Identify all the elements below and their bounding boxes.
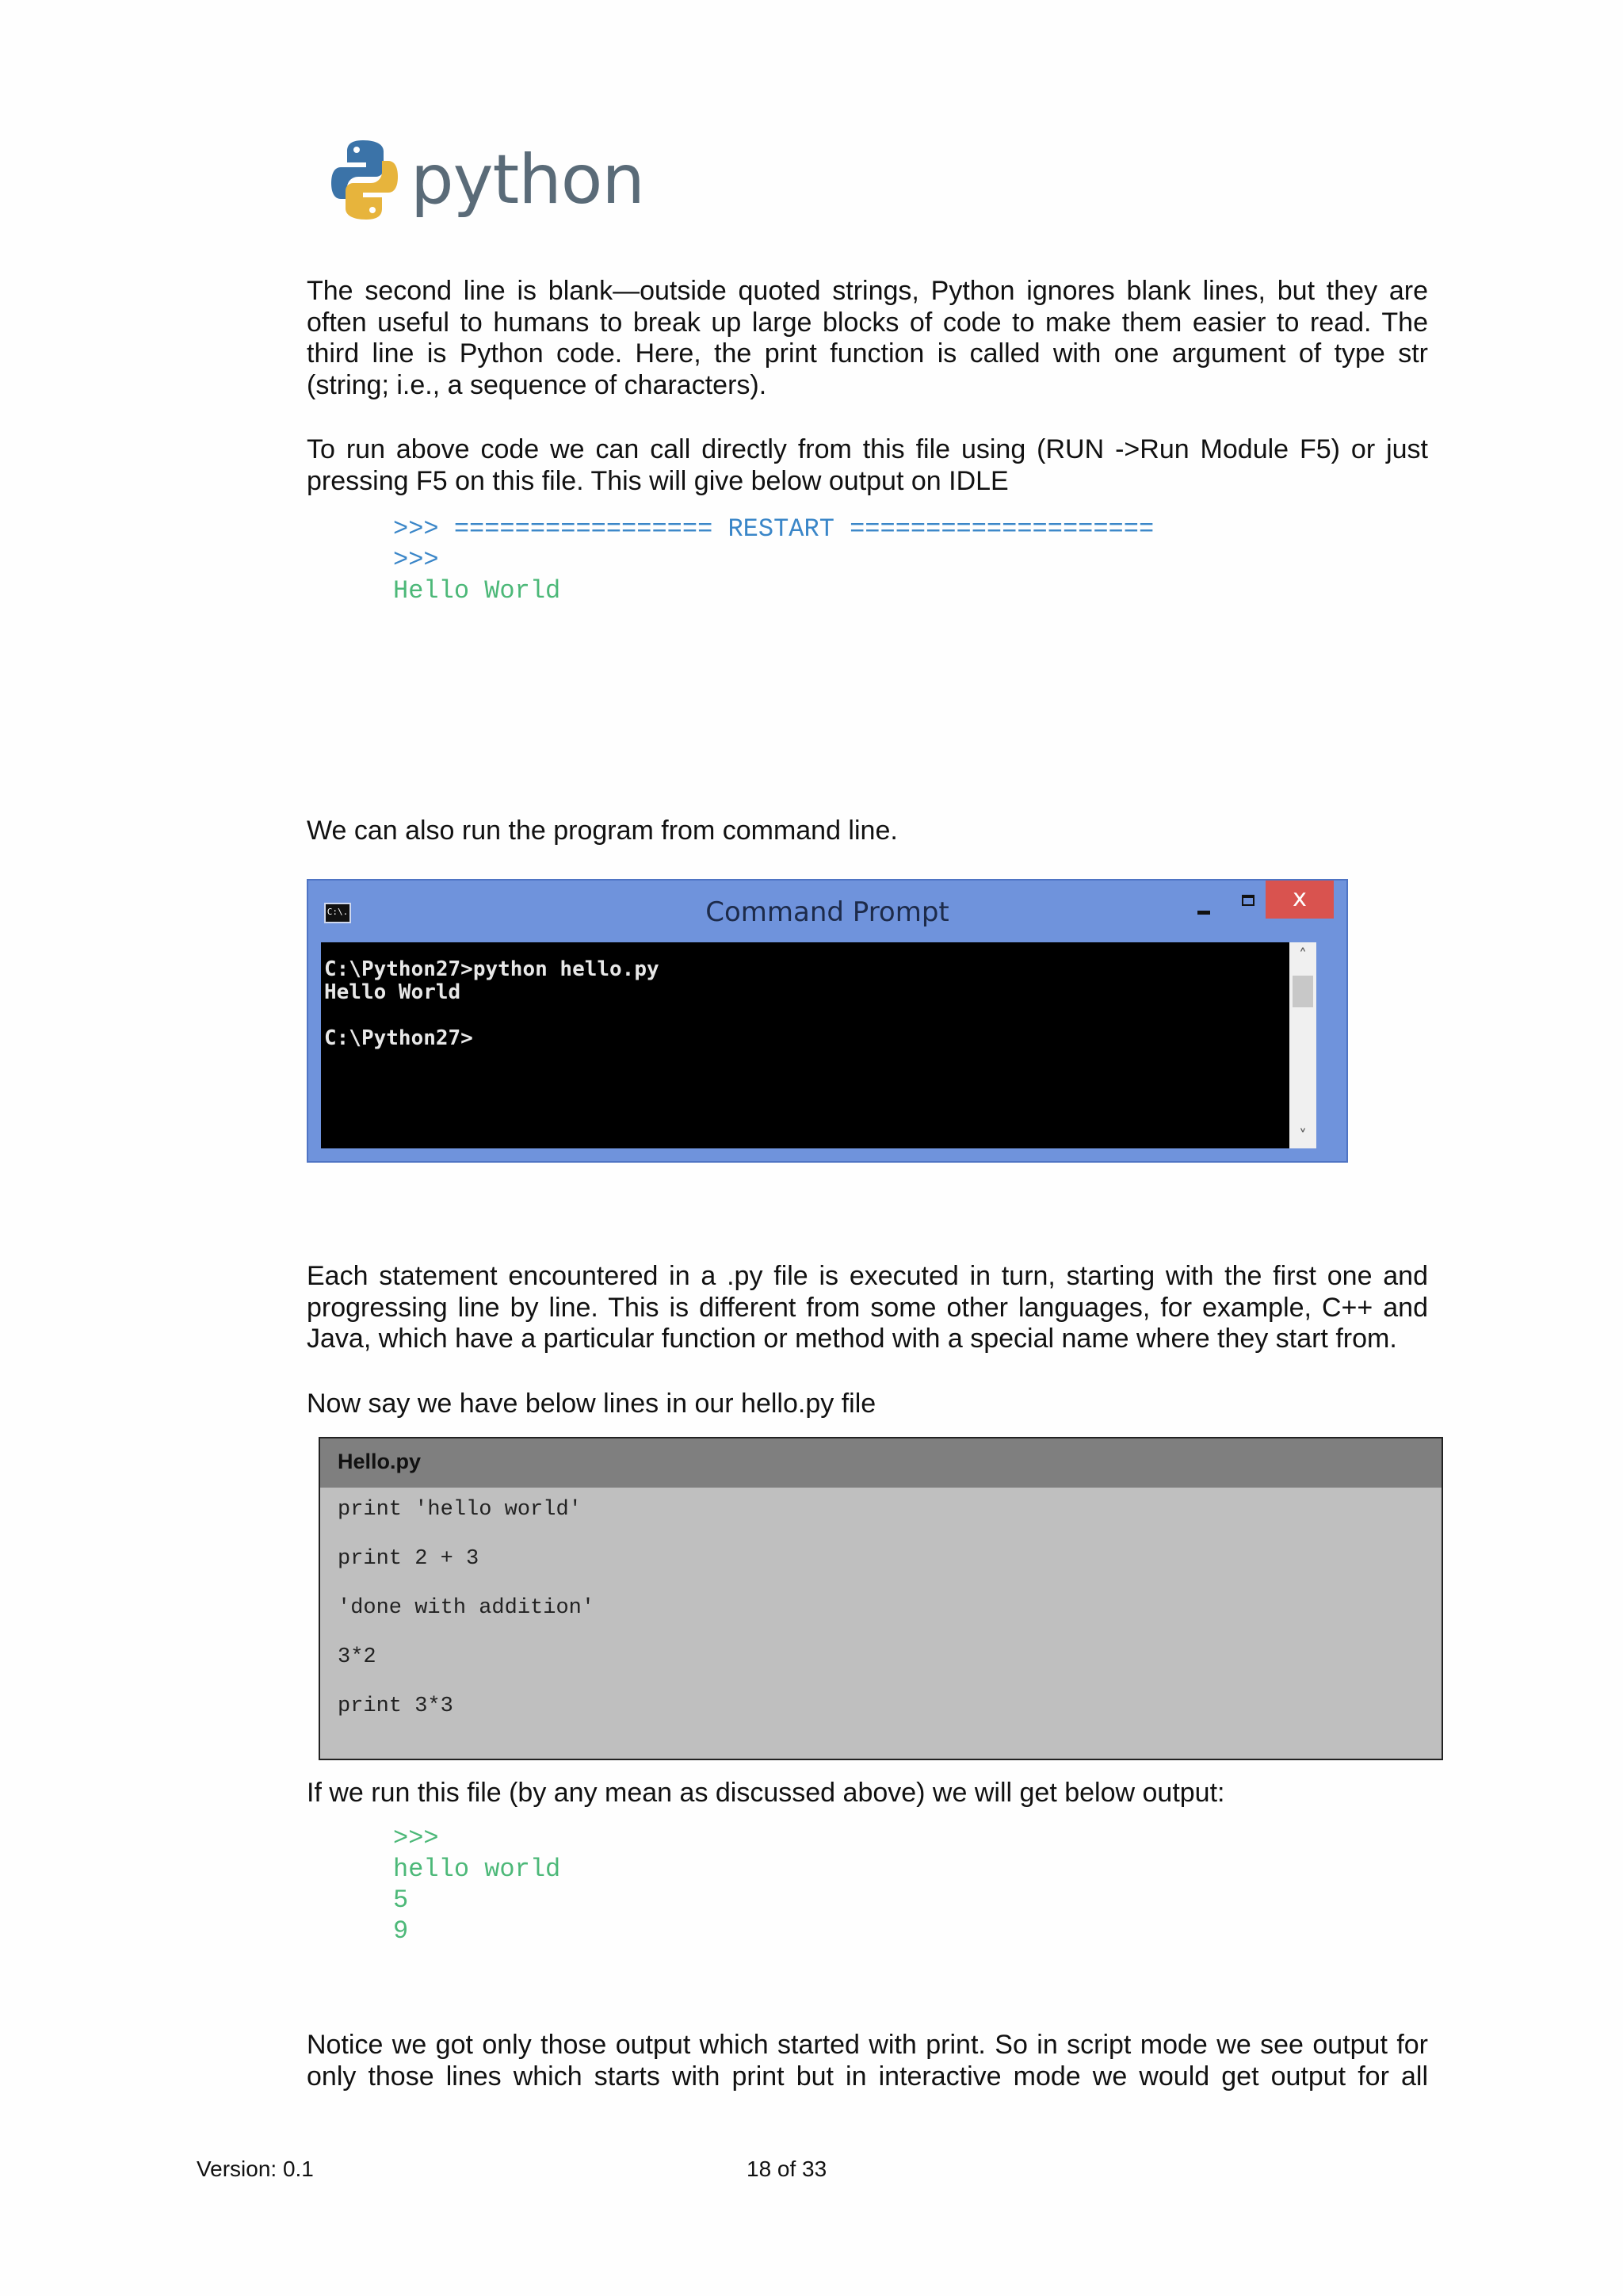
idle-result: Hello World <box>393 576 561 606</box>
text-line: pressing F5 on this file. This will give below output on IDLE <box>307 465 1009 496</box>
text-line: often useful to humans to break up large blocks of code to make them easier to read. The <box>307 307 1428 338</box>
command-prompt-window <box>307 879 1348 1163</box>
paragraph-statement-execution <box>307 1261 1428 1355</box>
idle-prompt: >>> <box>393 545 439 575</box>
console-line <box>324 1004 659 1027</box>
scroll-thumb[interactable] <box>1293 976 1313 1007</box>
scroll-down-icon[interactable]: ˅ <box>1299 1126 1307 1145</box>
footer-version: Version: 0.1 <box>197 2157 314 2181</box>
python-snake-icon <box>331 139 398 221</box>
scroll-up-icon[interactable]: ˄ <box>1299 946 1307 965</box>
text-line: third line is Python code. Here, the print function is called with one argument of type str <box>307 338 1428 369</box>
python-logo <box>331 136 644 223</box>
idle-result: 5 <box>393 1885 409 1915</box>
paragraph-run-output-intro <box>307 1778 1428 1809</box>
idle-prompt: >>> <box>393 1824 439 1853</box>
text-line: (string; i.e., a sequence of characters). <box>307 369 767 400</box>
footer-page-number: 18 of 33 <box>747 2157 827 2181</box>
code-line: print 'hello world' <box>338 1498 582 1522</box>
console-line: C:\Python27> <box>324 1026 473 1050</box>
idle-result: 9 <box>393 1916 409 1946</box>
text-line: progressing line by line. This is different from some other languages, for example, C++ and <box>307 1292 1428 1323</box>
window-title: Command Prompt <box>705 896 949 928</box>
code-lines <box>338 1494 594 1740</box>
console-line: C:\Python27>python hello.py <box>324 957 659 981</box>
paragraph-hello-py-intro <box>307 1389 1428 1420</box>
console-screen[interactable] <box>321 942 1316 1148</box>
code-box-header <box>320 1438 1442 1488</box>
code-line: print 2 + 3 <box>338 1547 479 1571</box>
code-box-title: Hello.py <box>338 1450 422 1473</box>
idle-output-block <box>393 514 1154 606</box>
vertical-scrollbar[interactable] <box>1289 942 1316 1148</box>
window-title-bar[interactable] <box>308 881 1346 942</box>
hello-py-code-box <box>319 1437 1443 1760</box>
paragraph-script-mode-note <box>307 2030 1428 2092</box>
console-line: Hello World <box>324 980 461 1004</box>
text-line: Java, which have a particular function or method with a special name where they start from. <box>307 1324 1397 1354</box>
text-line: If we run this file (by any mean as discussed above) we will get below output: <box>307 1778 1225 1808</box>
paragraph-blank-line-explanation <box>307 276 1428 401</box>
close-button[interactable]: x <box>1266 881 1334 919</box>
text-line: To run above code we can call directly from this file using (RUN ->Run Module F5) or just <box>307 434 1428 464</box>
python-logo-text: python <box>411 140 644 220</box>
code-line: 'done with addition' <box>338 1596 595 1620</box>
text-line: The second line is blank—outside quoted strings, Python ignores blank lines, but they are <box>307 276 1428 306</box>
idle-output-block-2 <box>393 1823 560 1946</box>
maximize-icon[interactable] <box>1242 895 1254 906</box>
text-line: only those lines which starts with print but in interactive mode we would get output for all <box>307 2061 1428 2092</box>
text-line: Notice we got only those output which started with print. So in script mode we see output for <box>307 2030 1428 2060</box>
minimize-icon[interactable] <box>1197 911 1210 915</box>
console-text <box>324 958 659 1050</box>
idle-result: hello world <box>393 1855 561 1884</box>
code-line: 3*2 <box>338 1645 376 1669</box>
idle-restart-line: >>> ================= RESTART ==================== <box>393 514 1155 544</box>
cmd-app-icon: C:\. <box>324 903 351 923</box>
text-line: Each statement encountered in a .py file is executed in turn, starting with the first one and <box>307 1261 1428 1291</box>
paragraph-command-line <box>307 816 1428 847</box>
code-line: print 3*3 <box>338 1694 453 1718</box>
text-line: We can also run the program from command line. <box>307 816 898 846</box>
text-line: Now say we have below lines in our hello.py file <box>307 1389 876 1419</box>
paragraph-run-instructions <box>307 434 1428 497</box>
